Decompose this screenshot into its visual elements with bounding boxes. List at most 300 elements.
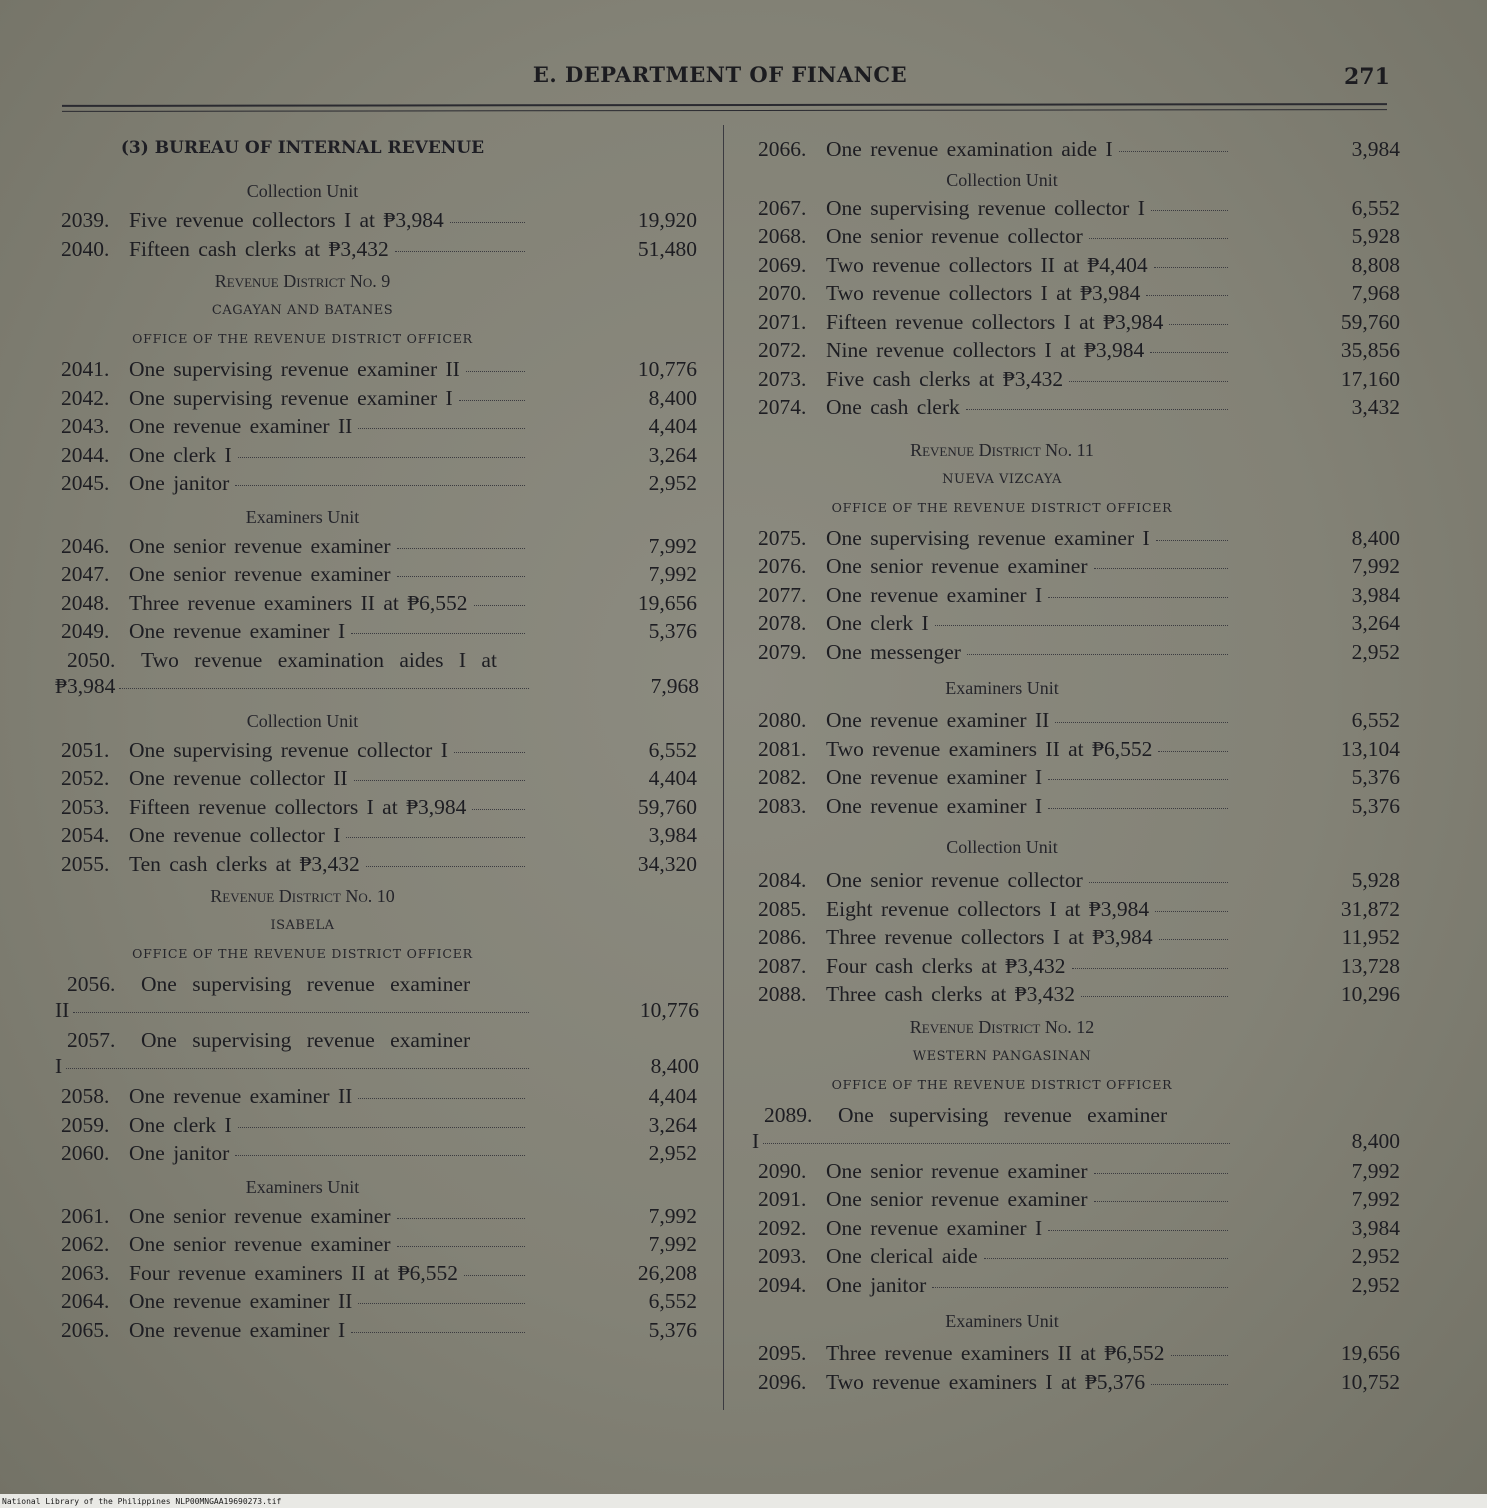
item-amount: 2,952 <box>1351 1244 1400 1268</box>
item-description: One senior revenue examiner <box>129 1203 391 1228</box>
item-number: 2086. <box>758 925 807 949</box>
item-description-cell <box>129 534 527 559</box>
item-description-cell <box>826 137 1230 162</box>
item-number: 2077. <box>758 582 807 607</box>
item-description: One revenue examiner I <box>826 765 1043 789</box>
item-description-cell <box>826 611 1230 636</box>
item-description: Fifteen revenue collectors I at ₱3,984 <box>826 309 1164 334</box>
item-description-cell <box>129 1084 527 1109</box>
scan-footer-text: National Library of the Philippines NLP00MNGAA19690273.tif <box>2 1497 282 1506</box>
page-header-title: E. DEPARTMENT OF FINANCE <box>532 62 908 87</box>
item-number: 2046. <box>61 533 110 558</box>
dot-leader <box>238 1127 525 1128</box>
dot-leader <box>351 1332 525 1333</box>
item-number: 2074. <box>758 395 807 419</box>
item-amount: 13,104 <box>1340 736 1400 761</box>
item-amount: 13,728 <box>1340 953 1400 978</box>
item-description-cell <box>129 386 527 411</box>
item-description: One supervising revenue collector I <box>826 195 1145 220</box>
district-heading: Revenue District No. 9 <box>214 271 391 291</box>
item-description-cell <box>826 196 1230 221</box>
item-list <box>752 868 1402 1011</box>
item-amount: 35,856 <box>1340 338 1400 362</box>
unit-heading: Examiners Unit <box>245 506 360 527</box>
item-amount: 4,404 <box>648 766 697 790</box>
item-description: Four revenue examiners II at ₱6,552 <box>129 1260 459 1285</box>
dot-leader <box>73 1012 529 1013</box>
item-description: One clerk I <box>129 1112 232 1137</box>
office-heading: OFFICE OF THE REVENUE DISTRICT OFFICER <box>831 499 1173 515</box>
item-number: 2071. <box>758 309 807 334</box>
dot-leader <box>1159 939 1228 940</box>
dot-leader <box>351 633 525 634</box>
item-number: 2083. <box>758 793 807 818</box>
dot-leader <box>466 371 525 372</box>
item-number: 2048. <box>61 590 110 615</box>
dot-leader <box>397 1218 525 1219</box>
dot-leader <box>238 457 525 458</box>
dot-leader <box>358 1303 525 1304</box>
item-amount: 8,400 <box>1351 525 1400 550</box>
item-amount: 6,552 <box>648 737 697 762</box>
item-description: One revenue examiner II <box>826 708 1050 732</box>
item-description-cell <box>826 281 1230 306</box>
item-continuation-cell <box>752 1129 1230 1154</box>
item-number: 2093. <box>758 1244 807 1268</box>
item-number: 2064. <box>61 1289 110 1313</box>
dot-leader <box>1072 968 1228 969</box>
item-amount: 8,400 <box>648 385 697 410</box>
item-description-cell <box>129 208 527 233</box>
item-amount: 7,968 <box>1351 281 1400 305</box>
item-amount: 8,400 <box>1351 1128 1400 1153</box>
item-description-cell <box>129 562 527 587</box>
item-description-cell <box>826 1159 1230 1184</box>
item-amount: 3,264 <box>648 442 697 467</box>
item-description-cell <box>826 1244 1230 1269</box>
line-item <box>752 1273 1402 1302</box>
item-description-cell <box>826 253 1230 278</box>
dot-leader <box>1154 267 1228 268</box>
item-number: 2080. <box>758 708 807 732</box>
item-amount: 34,320 <box>637 851 697 876</box>
dot-leader <box>354 780 525 781</box>
item-number: 2067. <box>758 195 807 220</box>
item-description-cell <box>129 1232 527 1257</box>
item-description: Ten cash clerks at ₱3,432 <box>129 851 360 876</box>
item-amount: 5,928 <box>1351 868 1400 892</box>
district-heading: Revenue District No. 12 <box>909 1016 1095 1037</box>
dot-leader <box>984 1258 1228 1259</box>
item-number: 2050. <box>67 647 116 672</box>
item-description-cell <box>129 619 527 644</box>
dot-leader <box>459 400 525 401</box>
dot-leader <box>1048 779 1228 780</box>
item-description: One revenue examiner I <box>129 1317 346 1342</box>
item-description: Two revenue collectors II at ₱4,404 <box>826 252 1148 277</box>
item-description-cell <box>826 982 1230 1007</box>
item-number: 2087. <box>758 953 807 978</box>
line-item <box>752 395 1402 424</box>
item-description: One revenue examination aide I <box>826 137 1113 161</box>
unit-heading: Collection Unit <box>246 710 359 731</box>
line-item <box>752 954 1402 983</box>
item-description: One clerical aide <box>826 1244 978 1268</box>
wrapped-item <box>55 972 700 1028</box>
item-number: 2042. <box>61 385 110 410</box>
item-number: 2090. <box>758 1158 807 1183</box>
item-description: Three revenue examiners II at ₱6,552 <box>826 1341 1165 1365</box>
item-continuation: ₱3,984 <box>55 673 116 698</box>
line-item-continuation <box>752 1129 1402 1159</box>
dot-leader <box>366 866 525 867</box>
line-item <box>55 534 700 563</box>
item-number: 2095. <box>758 1341 807 1365</box>
item-description: One supervising revenue examiner <box>141 1028 471 1052</box>
dot-leader <box>1151 1384 1228 1385</box>
item-amount: 31,872 <box>1340 896 1400 921</box>
item-description: Two revenue examination aides I at <box>141 647 497 672</box>
item-number: 2039. <box>61 208 110 232</box>
right-column <box>752 137 1402 1398</box>
item-list <box>55 208 700 265</box>
item-list <box>55 1204 700 1347</box>
item-list <box>752 1341 1402 1398</box>
column-divider <box>723 125 724 1410</box>
office-heading: OFFICE OF THE REVENUE DISTRICT OFFICER <box>132 946 473 961</box>
item-number: 2076. <box>758 554 807 578</box>
dot-leader <box>1150 352 1228 353</box>
item-description-cell <box>826 224 1230 249</box>
line-item <box>752 611 1402 640</box>
item-number: 2082. <box>758 765 807 789</box>
item-number: 2096. <box>758 1369 807 1394</box>
dot-leader <box>1094 1173 1228 1174</box>
item-description-cell <box>129 766 527 791</box>
item-description-cell <box>826 1187 1230 1212</box>
line-item <box>752 583 1402 612</box>
item-description: One senior revenue examiner <box>129 562 391 586</box>
item-description-cell <box>826 583 1230 608</box>
line-item <box>55 1232 700 1261</box>
item-continuation: I <box>752 1128 760 1153</box>
item-description: One senior revenue examiner <box>129 533 391 558</box>
item-description: Three revenue collectors I at ₱3,984 <box>826 925 1153 949</box>
dot-leader <box>397 548 525 549</box>
item-number: 2075. <box>758 525 807 550</box>
item-description: One janitor <box>129 1141 230 1165</box>
province-heading: NUEVA VIZCAYA <box>942 471 1062 487</box>
item-number: 2049. <box>61 619 110 643</box>
line-item <box>752 1341 1402 1370</box>
dot-leader <box>1151 210 1228 211</box>
item-description: One supervising revenue examiner <box>838 1102 1168 1127</box>
line-item <box>752 367 1402 396</box>
line-item <box>55 386 700 415</box>
item-description: One supervising revenue examiner <box>141 972 471 996</box>
item-description: Four cash clerks at ₱3,432 <box>826 953 1066 978</box>
item-description: One clerk I <box>826 611 929 635</box>
line-item <box>752 137 1402 166</box>
dot-leader <box>235 1155 525 1156</box>
dot-leader <box>1048 808 1228 809</box>
unit-heading: Examiners Unit <box>945 678 1059 698</box>
item-amount: 6,552 <box>1351 195 1400 220</box>
line-item <box>55 1261 700 1290</box>
item-amount: 3,984 <box>1351 582 1400 607</box>
line-item <box>752 1187 1402 1216</box>
item-list <box>55 1084 700 1170</box>
item-description-cell <box>129 1318 527 1343</box>
item-number: 2089. <box>764 1102 813 1127</box>
line-item <box>55 823 700 852</box>
dot-leader <box>472 809 525 810</box>
dot-leader <box>1171 1355 1228 1356</box>
item-amount: 3,432 <box>1351 395 1400 419</box>
item-description: Fifteen revenue collectors I at ₱3,984 <box>129 794 467 819</box>
item-list <box>752 196 1402 424</box>
item-amount: 5,376 <box>1351 765 1400 789</box>
line-item <box>752 765 1402 794</box>
item-amount: 10,296 <box>1340 982 1400 1006</box>
item-description-cell <box>129 414 527 439</box>
item-number: 2054. <box>61 823 110 847</box>
unit-heading: Collection Unit <box>246 181 359 201</box>
item-amount: 7,992 <box>648 1203 697 1228</box>
item-amount: 7,992 <box>648 1232 697 1256</box>
item-amount: 19,656 <box>1340 1341 1400 1365</box>
item-description-cell <box>826 925 1230 950</box>
line-item <box>752 925 1402 954</box>
item-amount: 2,952 <box>1351 1272 1400 1297</box>
header-rule-thin <box>62 109 1387 112</box>
item-description: One revenue examiner I <box>826 582 1043 607</box>
item-description: One revenue collector II <box>129 766 348 790</box>
item-amount: 5,376 <box>648 1317 697 1342</box>
item-description: One senior revenue collector <box>826 224 1083 248</box>
dot-leader <box>397 1246 525 1247</box>
line-item <box>752 897 1402 926</box>
dot-leader <box>119 688 529 689</box>
item-description-cell <box>129 795 527 820</box>
dot-leader <box>235 485 525 486</box>
item-description: One senior revenue examiner <box>826 1187 1088 1211</box>
item-amount: 3,264 <box>648 1112 697 1137</box>
dot-leader <box>1089 238 1228 239</box>
dot-leader <box>1081 996 1228 997</box>
dot-leader <box>763 1143 1230 1144</box>
item-description-cell <box>129 1289 527 1314</box>
item-description-cell <box>129 823 527 848</box>
dot-leader <box>1119 151 1228 152</box>
item-continuation: II <box>55 998 70 1022</box>
dot-leader <box>1089 882 1228 883</box>
dot-leader <box>966 409 1228 410</box>
item-amount: 5,376 <box>1351 793 1400 818</box>
dot-leader <box>395 251 525 252</box>
item-amount: 51,480 <box>637 236 697 261</box>
item-description-cell <box>826 765 1230 790</box>
item-amount: 4,404 <box>648 414 697 438</box>
item-amount: 5,376 <box>648 619 697 643</box>
item-amount: 59,760 <box>1340 309 1400 334</box>
line-item <box>55 471 700 500</box>
item-description-cell <box>129 237 527 262</box>
line-item <box>752 1370 1402 1399</box>
line-item <box>55 1141 700 1170</box>
item-number: 2047. <box>61 562 110 586</box>
item-list <box>752 137 1402 166</box>
item-description-cell <box>129 1204 527 1229</box>
office-heading: OFFICE OF THE REVENUE DISTRICT OFFICER <box>132 331 473 346</box>
item-number: 2062. <box>61 1232 110 1256</box>
item-number: 2051. <box>61 737 110 762</box>
item-number: 2057. <box>67 1028 116 1052</box>
line-item-continuation <box>55 674 700 704</box>
line-item-first-line <box>55 1028 700 1054</box>
line-item <box>55 1318 700 1347</box>
line-item <box>55 619 700 648</box>
item-description: Five revenue collectors I at ₱3,984 <box>129 208 444 232</box>
item-amount: 6,552 <box>648 1289 697 1313</box>
header-rule <box>62 103 1387 107</box>
item-list <box>752 1159 1402 1302</box>
item-description: One revenue examiner I <box>826 1215 1043 1240</box>
item-description-cell <box>826 367 1230 392</box>
item-description: One revenue examiner II <box>129 1084 353 1108</box>
item-description: One clerk I <box>129 442 232 467</box>
dot-leader <box>1146 295 1228 296</box>
item-list <box>55 738 700 881</box>
item-amount: 3,984 <box>1351 1215 1400 1240</box>
item-description-cell <box>826 310 1230 335</box>
line-item <box>55 1289 700 1318</box>
item-description: One senior revenue examiner <box>826 554 1088 578</box>
item-description-cell <box>129 471 527 496</box>
item-number: 2059. <box>61 1112 110 1137</box>
dot-leader <box>474 605 525 606</box>
item-number: 2088. <box>758 982 807 1006</box>
dot-leader <box>346 837 525 838</box>
item-description: One janitor <box>826 1272 927 1297</box>
unit-heading: Collection Unit <box>946 169 1058 190</box>
line-item <box>55 562 700 591</box>
dot-leader <box>935 625 1228 626</box>
item-description: One revenue examiner I <box>129 619 346 643</box>
item-amount: 7,992 <box>1351 1158 1400 1183</box>
item-number: 2040. <box>61 236 110 261</box>
item-description: One cash clerk <box>826 395 960 419</box>
item-number: 2056. <box>67 972 116 996</box>
line-item <box>752 253 1402 282</box>
dot-leader <box>1156 540 1228 541</box>
item-number: 2094. <box>758 1272 807 1297</box>
item-amount: 19,920 <box>637 208 697 232</box>
item-number: 2041. <box>61 357 110 381</box>
line-item <box>752 224 1402 253</box>
item-description: Two revenue examiners II at ₱6,552 <box>826 736 1153 761</box>
item-description: One supervising revenue examiner I <box>129 385 453 410</box>
item-description: One senior revenue collector <box>826 868 1083 892</box>
item-description-cell <box>826 640 1230 665</box>
item-description-cell <box>129 1261 527 1286</box>
item-number: 2066. <box>758 137 807 161</box>
item-amount: 59,760 <box>637 794 697 819</box>
dot-leader <box>358 1098 525 1099</box>
line-item <box>752 554 1402 583</box>
item-amount: 6,552 <box>1351 708 1400 732</box>
item-list <box>752 526 1402 669</box>
item-description: Eight revenue collectors I at ₱3,984 <box>826 896 1150 921</box>
item-description-cell <box>826 554 1230 579</box>
item-number: 2070. <box>758 281 807 305</box>
item-number: 2079. <box>758 639 807 664</box>
item-list <box>55 534 700 648</box>
unit-heading: Examiners Unit <box>945 1311 1059 1331</box>
item-number: 2084. <box>758 868 807 892</box>
line-item <box>752 982 1402 1011</box>
dot-leader <box>1055 722 1228 723</box>
item-description-cell <box>826 897 1230 922</box>
item-amount: 7,968 <box>650 673 699 698</box>
dot-leader <box>1048 597 1228 598</box>
item-amount: 2,952 <box>1351 639 1400 664</box>
item-amount: 2,952 <box>648 471 697 495</box>
item-number: 2072. <box>758 338 807 362</box>
item-number: 2052. <box>61 766 110 790</box>
item-description-cell <box>129 443 527 468</box>
item-amount: 2,952 <box>648 1141 697 1165</box>
item-description: Two revenue examiners I at ₱5,376 <box>826 1369 1146 1394</box>
item-description: One supervising revenue examiner I <box>826 525 1150 550</box>
line-item <box>752 708 1402 737</box>
line-item <box>55 738 700 767</box>
province-heading: WESTERN PANGASINAN <box>912 1048 1092 1064</box>
line-item <box>55 237 700 266</box>
dot-leader <box>1094 1201 1228 1202</box>
dot-leader <box>1069 381 1228 382</box>
line-item <box>752 640 1402 669</box>
line-item <box>752 526 1402 555</box>
item-description-cell <box>826 1216 1230 1241</box>
item-number: 2063. <box>61 1260 110 1285</box>
page-number: 271 <box>1344 64 1390 90</box>
line-item <box>752 1216 1402 1245</box>
item-amount: 10,776 <box>639 998 699 1022</box>
item-number: 2060. <box>61 1141 110 1165</box>
item-number: 2073. <box>758 366 807 391</box>
item-description-cell <box>826 868 1230 893</box>
item-amount: 5,928 <box>1351 224 1400 248</box>
item-description: Fifteen cash clerks at ₱3,432 <box>129 236 389 261</box>
line-item <box>55 852 700 881</box>
item-description-cell <box>826 708 1230 733</box>
office-heading: OFFICE OF THE REVENUE DISTRICT OFFICER <box>831 1076 1173 1092</box>
line-item <box>55 1204 700 1233</box>
item-description-cell <box>129 738 527 763</box>
item-description-cell <box>826 1273 1230 1298</box>
item-description-cell <box>826 395 1230 420</box>
line-item-continuation <box>55 998 700 1028</box>
unit-heading: Examiners Unit <box>245 1176 360 1197</box>
line-item-first-line <box>752 1103 1402 1129</box>
item-amount: 17,160 <box>1340 366 1400 391</box>
item-number: 2044. <box>61 442 110 467</box>
dot-leader <box>1155 911 1228 912</box>
dot-leader <box>454 752 525 753</box>
line-item <box>752 196 1402 225</box>
item-number: 2045. <box>61 471 110 495</box>
